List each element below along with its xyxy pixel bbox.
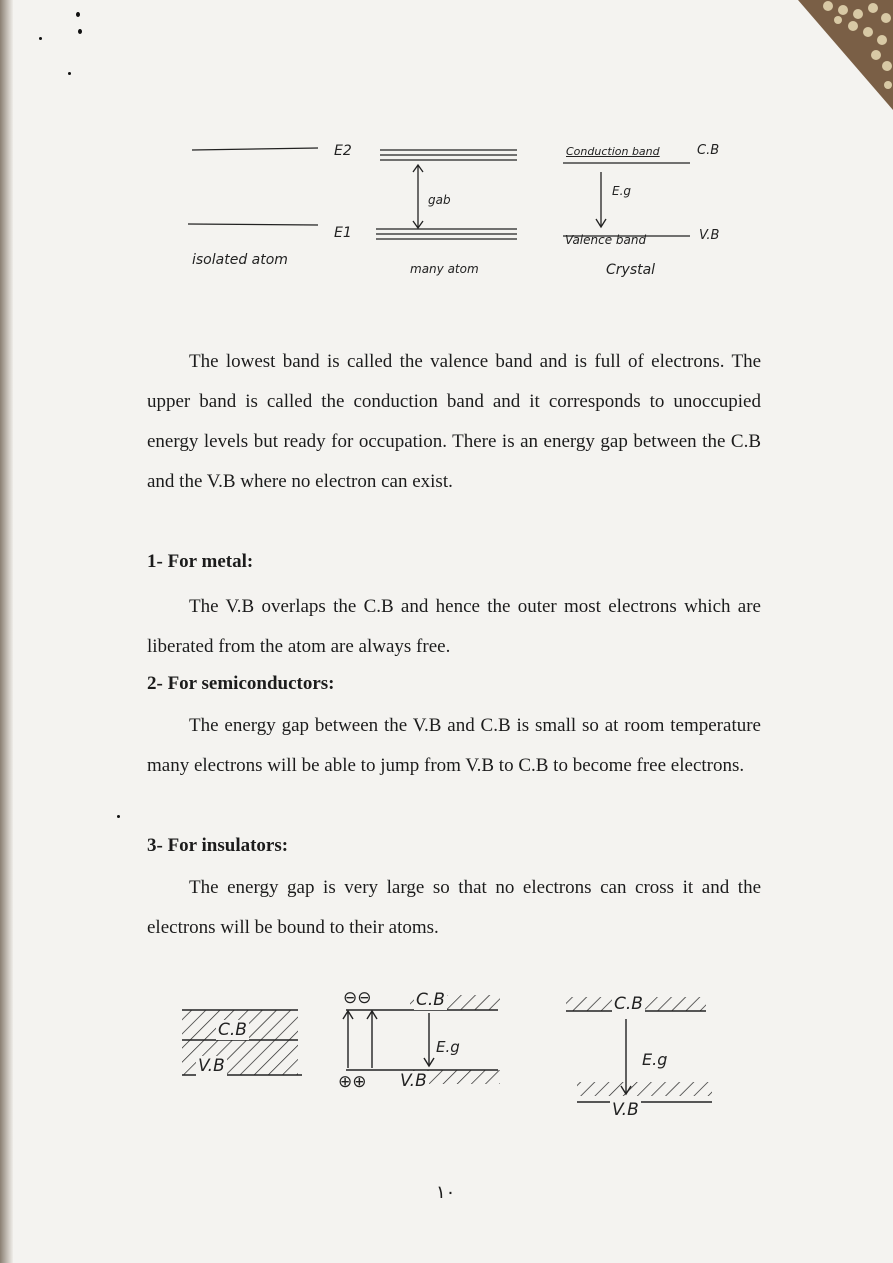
many-atom-caption: many atom bbox=[410, 262, 479, 276]
vb-abbrev-label: V.B bbox=[699, 228, 720, 243]
metal-paragraph bbox=[147, 587, 761, 667]
gap-label: gab bbox=[428, 193, 451, 207]
metal-text: The V.B overlaps the C.B and hence the outer most electrons which are liberated from the atom are always free. bbox=[147, 596, 761, 657]
valence-band-label: Valence band bbox=[565, 233, 647, 247]
insulator-cb-label: C.B bbox=[614, 994, 643, 1014]
semi-vb-label: V.B bbox=[400, 1071, 427, 1091]
page-number: ١٠ bbox=[436, 1182, 456, 1202]
semiconductor-text: The energy gap between the V.B and C.B is small so at room temperature many electrons will be able to jump from V.B to C.B to become free electrons. bbox=[147, 715, 761, 776]
insulator-heading: 3- For insulators: bbox=[147, 835, 289, 856]
semi-gap-label: E.g bbox=[436, 1038, 460, 1056]
metal-cb-label: C.B bbox=[218, 1020, 247, 1040]
cb-abbrev-label: C.B bbox=[697, 143, 720, 158]
e1-label: E1 bbox=[334, 225, 352, 241]
insulator-paragraph bbox=[147, 868, 761, 948]
semi-electrons: ⊖⊖ bbox=[343, 988, 372, 1008]
insulator-gap-label: E.g bbox=[642, 1050, 668, 1069]
e2-label: E2 bbox=[334, 143, 352, 159]
insulator-vb-label: V.B bbox=[612, 1100, 639, 1120]
intro-text: The lowest band is called the valence band and is full of electrons. The upper band is called the conduction band and it corresponds to unoccupied energy levels but ready for occupation. There is an energy gap between the C.B and the V.B where no electron can exist. bbox=[147, 351, 761, 492]
semi-cb-label: C.B bbox=[416, 990, 445, 1010]
metal-vb-label: V.B bbox=[198, 1056, 225, 1076]
semiconductor-heading: 2- For semiconductors: bbox=[147, 673, 335, 694]
insulator-text: The energy gap is very large so that no electrons can cross it and the electrons will be bound to their atoms. bbox=[147, 877, 761, 938]
conduction-band-label: Conduction band bbox=[566, 145, 660, 158]
isolated-atom-caption: isolated atom bbox=[192, 252, 288, 268]
energy-gap-label: E.g bbox=[612, 184, 632, 198]
metal-heading: 1- For metal: bbox=[147, 551, 254, 572]
ink-dot bbox=[117, 815, 120, 818]
top-figure-lines bbox=[0, 0, 893, 300]
intro-paragraph bbox=[147, 342, 761, 502]
crystal-caption: Crystal bbox=[606, 262, 656, 278]
semiconductor-paragraph bbox=[147, 706, 761, 786]
semi-holes: ⊕⊕ bbox=[338, 1072, 367, 1092]
